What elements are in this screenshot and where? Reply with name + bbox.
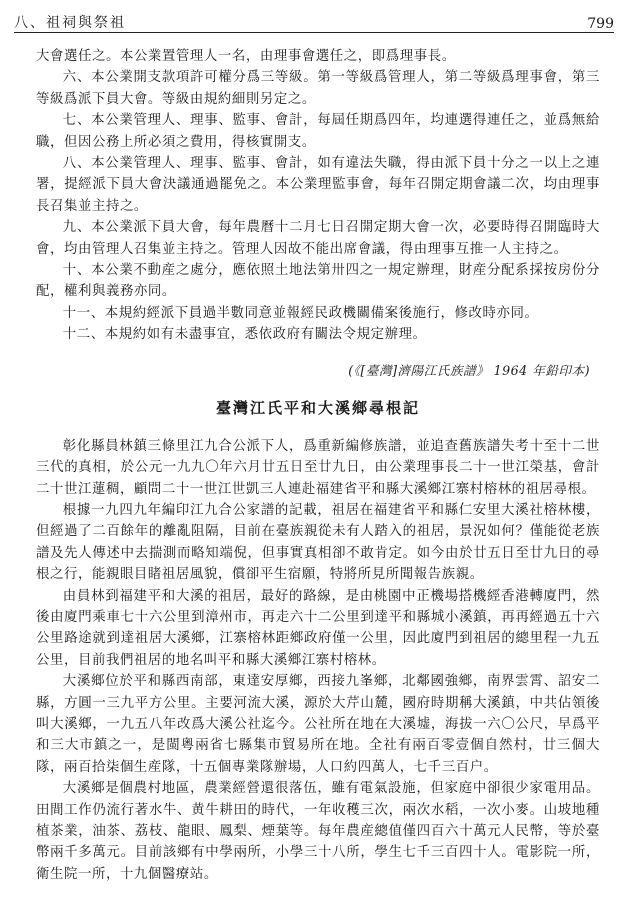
section-title: 八、祖祠與祭祖 [14,15,126,31]
clause-paragraph: 九、本公業派下員大會，每年農曆十二月七日召開定期大會一次，必要時得召開臨時大會，均由管理人召集並主持之。管理人因故不能出席會議，得由理事互推一人主持之。 [36,220,600,257]
source-citation: (《[臺灣]濟陽江氏族譜》 1964 年鉛印本) [348,362,590,378]
article-title: 臺灣江氏平和大溪鄉尋根記 [215,398,420,417]
clause-paragraph: 六、本公業開支款項許可權分爲三等級。第一等級爲管理人，第二等級爲理事會，第三等級爲派下員大會。等級由規約細則另定之。 [36,70,600,107]
article-paragraph: 大溪鄉是個農村地區，農業經營還很落伍，雖有電氣設施，但家庭中卻很少家電用品。田間工作仍流行著水牛、黄牛耕田的時代，一年收穫三次，兩次水稻，一次小麥。山坡地種植茶業，油茶、荔枝、龍眼、鳳梨、煙葉等。每年農産總值僅四百六十萬元人民幣，等於臺幣兩千多萬元。目前該鄉有中學兩所，小學三十八所，學生七千三百四十人。電影院一所，衛生院一所，十九個醫療站。 [36,781,600,882]
clause-paragraph: 大會選任之。本公業置管理人一名，由理事會選任之，即爲理事長。 [36,49,456,64]
article-body [36,436,600,886]
clause-paragraph: 七、本公業管理人、理事、監事、會計，每屆任期爲四年，均連選得連任之，並爲無給職，但因公務上所必須之費用，得核實開支。 [36,113,600,150]
clause-paragraph: 十一、本規約經派下員過半數同意並報經民政機關備案後施行，修改時亦同。 [62,305,539,321]
clauses-block [36,46,600,346]
page-header [14,8,614,33]
article-paragraph: 彰化縣員林鎮三條里江九合公派下人，爲重新編修族譜，並追查舊族譜失考十至十二世三代的真相，於公元一九九〇年六月廿五日至廿九日，由公業理事長二十一世江榮基，會計二十世江蓮稠，顧問二十一世江世凱三人連赴福建省平和縣大溪鄉江寨村榕林的祖居尋根。 [36,438,600,497]
article-paragraph: 大溪鄉位於平和縣西南部，東達安厚鄉，西接九峯鄉，北鄰國強鄉，南界雲霄、詔安二縣，方圓一三九平方公里。主要河流大溪，源於大芹山麓，國府時期稱大溪鎮，中共佔領後叫大溪鄉，一九五八年改爲大溪公社迄今。公社所在地在大溪墟，海拔一六〇公尺，早爲平和三大市鎮之一，是閩粵兩省七縣集市貿易所在地。全社有兩百零壹個自然村，廿三個大隊，兩百拾柒個生産隊，十五個專業隊辦場，人口約四萬人，七千三百户。 [36,674,600,775]
page-body [36,46,600,885]
clause-paragraph: 八、本公業管理人、理事、監事、會計，如有違法失職，得由派下員十分之一以上之連署，提經派下員大會決議通過罷免之。本公業理監事會，每年召開定期會議二次，均由理事長召集並主持之。 [36,156,600,214]
article-paragraph: 根據一九四九年編印江九合公家譜的記載，祖居在福建省平和縣仁安里大溪社榕林樓，但經過了二百餘年的離亂阻隔，目前在臺族親從未有人踏入的祖居，景況如何？僅能從老族譜及先人傳述中去揣測而略知端倪，但事實真相卻不敢肯定。如今由於廿五日至廿九日的尋根之行，能親眼目睹祖居風貌，償卻平生宿願，特將所見所聞報告族親。 [36,502,600,583]
page-number: 799 [587,16,614,32]
article-paragraph: 由員林到福建平和大溪的祖居，最好的路線，是由桃園中正機場搭機經香港轉廈門，然後由廈門乘車七十六公里到漳州市，再走六十二公里到達平和縣城小溪鎮，再再經過五十六公里路途就到達祖居大溪鄉，江寨榕林距鄉政府僅一公里，因此廈門到祖居的總里程一九五公里，目前我們祖居的地名叫平和縣大溪鄉江寨村榕林。 [36,588,600,668]
clause-paragraph: 十二、本規約如有未盡事宜，悉依政府有關法令規定辦理。 [62,327,427,343]
clause-paragraph: 十、本公業不動産之處分，應依照土地法第卅四之一規定辦理，財産分配系採按房份分配，權利與義務亦同。 [36,263,600,300]
